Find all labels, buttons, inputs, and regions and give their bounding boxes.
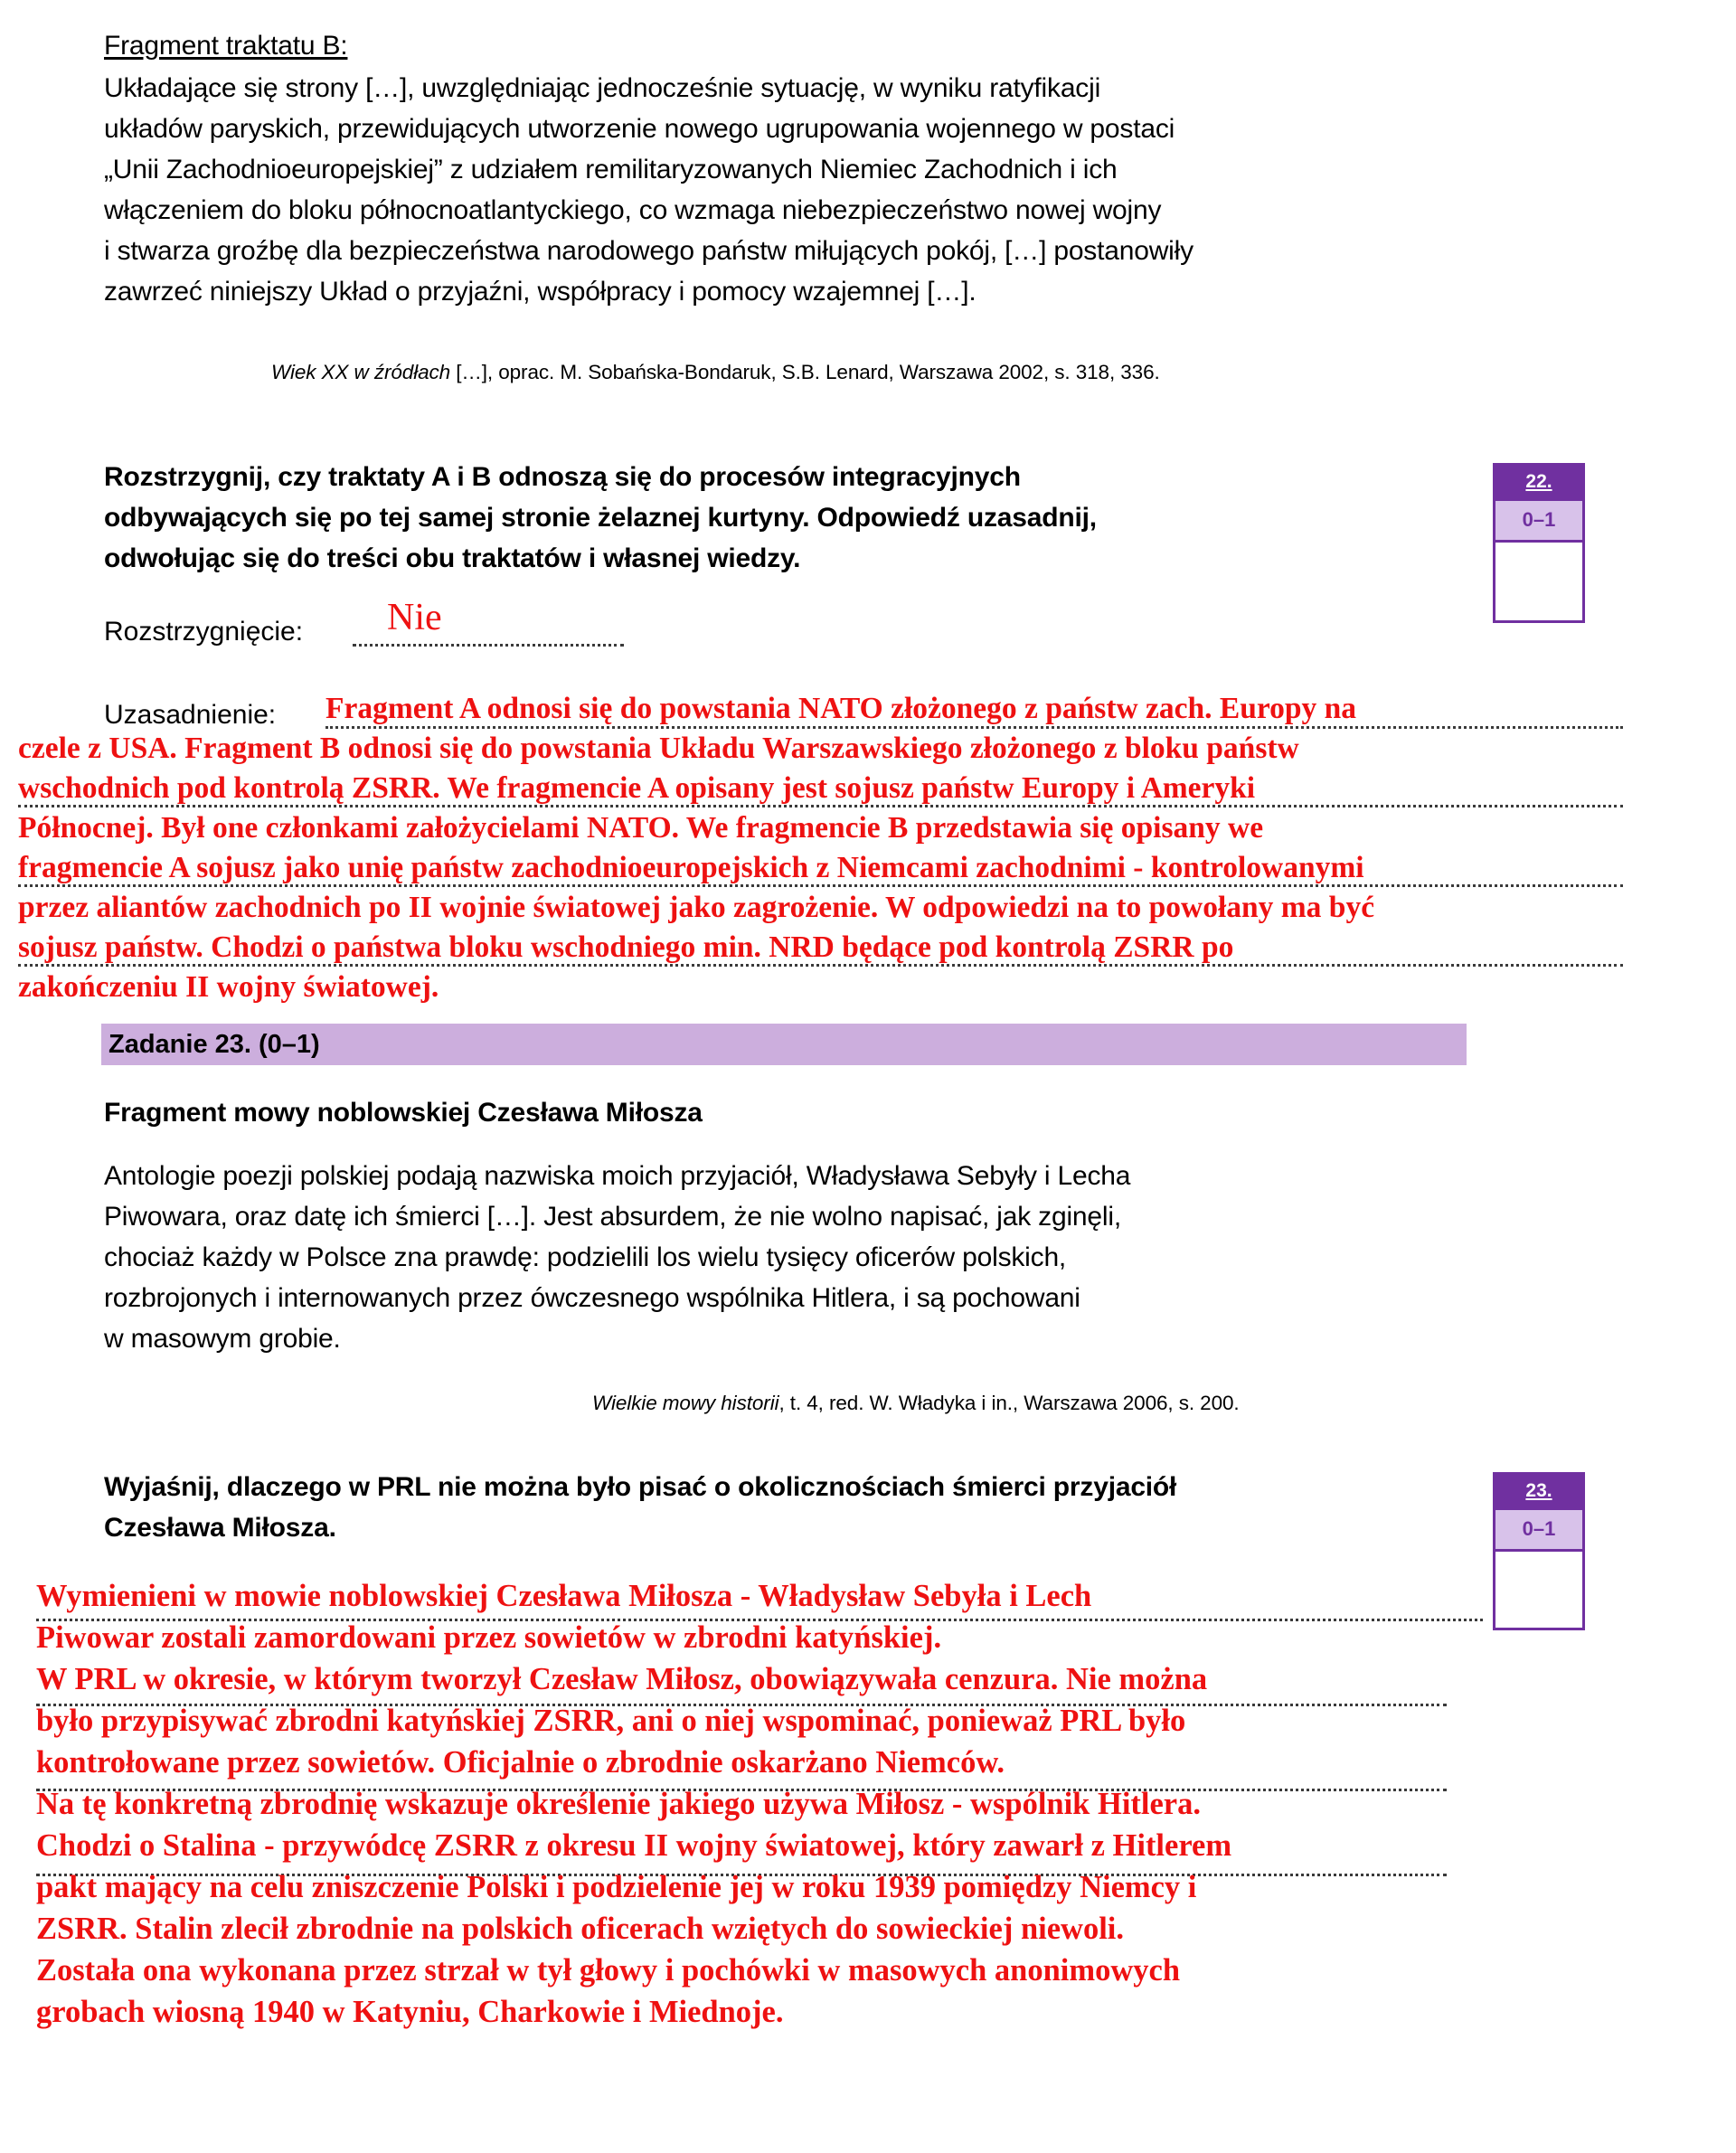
task23-score-number: 23.: [1495, 1475, 1582, 1510]
task22-justification-line-4: Północnej. Był one członkami założycielami NATO. We fragmencie B przedstawia się opisany we: [18, 811, 1264, 845]
task22-justification-line-7: sojusz państw. Chodzi o państwa bloku wschodniego min. NRD będące pod kontrolą ZSRR po: [18, 930, 1234, 964]
task22-decision-label: Rozstrzygnięcie:: [104, 617, 304, 647]
source-b-line-1: Układające się strony […], uwzględniając jednocześnie sytuację, w wyniku ratyfikacji: [104, 73, 1101, 103]
task23-answer-line-8: pakt mający na celu zniszczenie Polski i podzielenie jej w roku 1939 pomiędzy Niemcy i: [36, 1870, 1197, 1904]
task22-justification-line-8: zakończeniu II wojny światowej.: [18, 970, 439, 1004]
task23-answer-line-11: grobach wiosną 1940 w Katyniu, Charkowie i Miednoje.: [36, 1995, 784, 2029]
task22-justification-line-5: fragmencie A sojusz jako unię państw zachodnioeuropejskich z Niemcami zachodnimi - kontrolowanymi: [18, 851, 1364, 884]
task22-prompt-line-2: odbywających się po tej samej stronie żelaznej kurtyny. Odpowiedź uzasadnij,: [104, 503, 1097, 533]
task23-answer-line-10: Została ona wykonana przez strzał w tył głowy i pochówki w masowych anonimowych: [36, 1953, 1181, 1988]
task23-source-line-1: Antologie poezji polskiej podają nazwiska moich przyjaciół, Władysława Sebyły i Lecha: [104, 1161, 1131, 1191]
task22-justification-line-2: czele z USA. Fragment B odnosi się do powstania Układu Warszawskiego złożonego z bloku państw: [18, 732, 1299, 765]
task23-citation-title: Wielkie mowy historii: [592, 1392, 779, 1414]
task23-citation-rest: , t. 4, red. W. Władyka i in., Warszawa 2006, s. 200.: [778, 1392, 1240, 1414]
source-b-citation-title: Wiek XX w źródłach: [271, 361, 451, 383]
task23-source-line-4: rozbrojonych i internowanych przez ówczesnego wspólnika Hitlera, i są pochowani: [104, 1283, 1080, 1313]
task23-citation: [592, 1390, 1240, 1417]
task22-decision-answer: Nie: [387, 597, 442, 638]
task22-score-number: 22.: [1495, 466, 1582, 501]
source-b-line-5: i stwarza groźbę dla bezpieczeństwa narodowego państw miłujących pokój, […] postanowiły: [104, 236, 1194, 266]
task23-source-line-3: chociaż każdy w Polsce zna prawdę: podzielili los wielu tysięcy oficerów polskich,: [104, 1242, 1067, 1272]
task22-justification-line-1: Fragment A odnosi się do powstania NATO złożonego z państw zach. Europy na: [326, 692, 1357, 725]
task22-justification-label: Uzasadnienie:: [104, 700, 277, 730]
source-b-line-4: włączeniem do bloku północnoatlantyckiego, co wzmaga niebezpieczeństwo nowej wojny: [104, 195, 1162, 225]
task23-answer-line-3: W PRL w okresie, w którym tworzył Czesław Miłosz, obowiązywała cenzura. Nie można: [36, 1662, 1208, 1696]
source-b-line-2: układów paryskich, przewidujących utworzenie nowego ugrupowania wojennego w postaci: [104, 114, 1175, 144]
task23-header-bar: Zadanie 23. (0–1): [101, 1024, 1467, 1065]
task22-score-range: 0–1: [1495, 501, 1582, 543]
task23-score-box: [1493, 1472, 1585, 1630]
task23-answer-line-5: kontrołowane przez sowietów. Oficjalnie o zbrodnie oskarżano Niemców.: [36, 1745, 1005, 1780]
source-b-citation: [271, 359, 1160, 386]
source-b-citation-rest: […], oprac. M. Sobańska-Bondaruk, S.B. Lenard, Warszawa 2002, s. 318, 336.: [450, 361, 1160, 383]
task23-answer-line-6: Na tę konkretną zbrodnię wskazuje określenie jakiego używa Miłosz - wspólnik Hitlera.: [36, 1787, 1201, 1821]
task23-prompt-line-1: Wyjaśnij, dlaczego w PRL nie można było pisać o okolicznościach śmierci przyjaciół: [104, 1472, 1177, 1502]
task22-prompt-line-3: odwołując się do treści obu traktatów i własnej wiedzy.: [104, 543, 801, 573]
task23-source-line-5: w masowym grobie.: [104, 1324, 341, 1354]
source-b-line-6: zawrzeć niniejszy Układ o przyjaźni, współpracy i pomocy wzajemnej […].: [104, 277, 976, 307]
task23-score-mark-cell[interactable]: [1495, 1552, 1582, 1628]
task22-justification-line-3: wschodnich pod kontrolą ZSRR. We fragmencie A opisany jest sojusz państw Europy i Ameryki: [18, 771, 1256, 805]
task22-decision-dotted-rule: [353, 644, 624, 647]
task22-score-mark-cell[interactable]: [1495, 543, 1582, 620]
task23-source-title: Fragment mowy noblowskiej Czesława Miłosza: [104, 1098, 703, 1128]
task23-answer-line-9: ZSRR. Stalin zlecił zbrodnie na polskich oficerach wziętych do sowieckiej niewoli.: [36, 1912, 1124, 1946]
task23-score-range: 0–1: [1495, 1510, 1582, 1552]
task23-answer-line-4: było przypisywać zbrodni katyńskiej ZSRR, ani o niej wspominać, ponieważ PRL było: [36, 1704, 1186, 1738]
task23-answer-line-2: Piwowar zostali zamordowani przez sowietów w zbrodni katyńskiej.: [36, 1620, 942, 1655]
task23-source-line-2: Piwowara, oraz datę ich śmierci […]. Jest absurdem, że nie wolno napisać, jak zginęli,: [104, 1202, 1121, 1232]
task22-justification-line-6: przez aliantów zachodnich po II wojnie światowej jako zagrożenie. W odpowiedzi na to powołany ma być: [18, 891, 1375, 924]
task23-answer-line-1: Wymienieni w mowie noblowskiej Czesława Miłosza - Władysław Sebyła i Lech: [36, 1579, 1092, 1613]
task22-score-box: [1493, 463, 1585, 623]
task23-prompt-line-2: Czesława Miłosza.: [104, 1513, 336, 1543]
task22-prompt-line-1: Rozstrzygnij, czy traktaty A i B odnoszą się do procesów integracyjnych: [104, 462, 1021, 492]
task23-answer-line-7: Chodzi o Stalina - przywódcę ZSRR z okresu II wojny światowej, który zawarł z Hitlerem: [36, 1828, 1232, 1863]
source-b-title: Fragment traktatu B:: [104, 31, 348, 61]
source-b-line-3: „Unii Zachodnioeuropejskiej” z udziałem remilitaryzowanych Niemiec Zachodnich i ich: [104, 155, 1118, 184]
